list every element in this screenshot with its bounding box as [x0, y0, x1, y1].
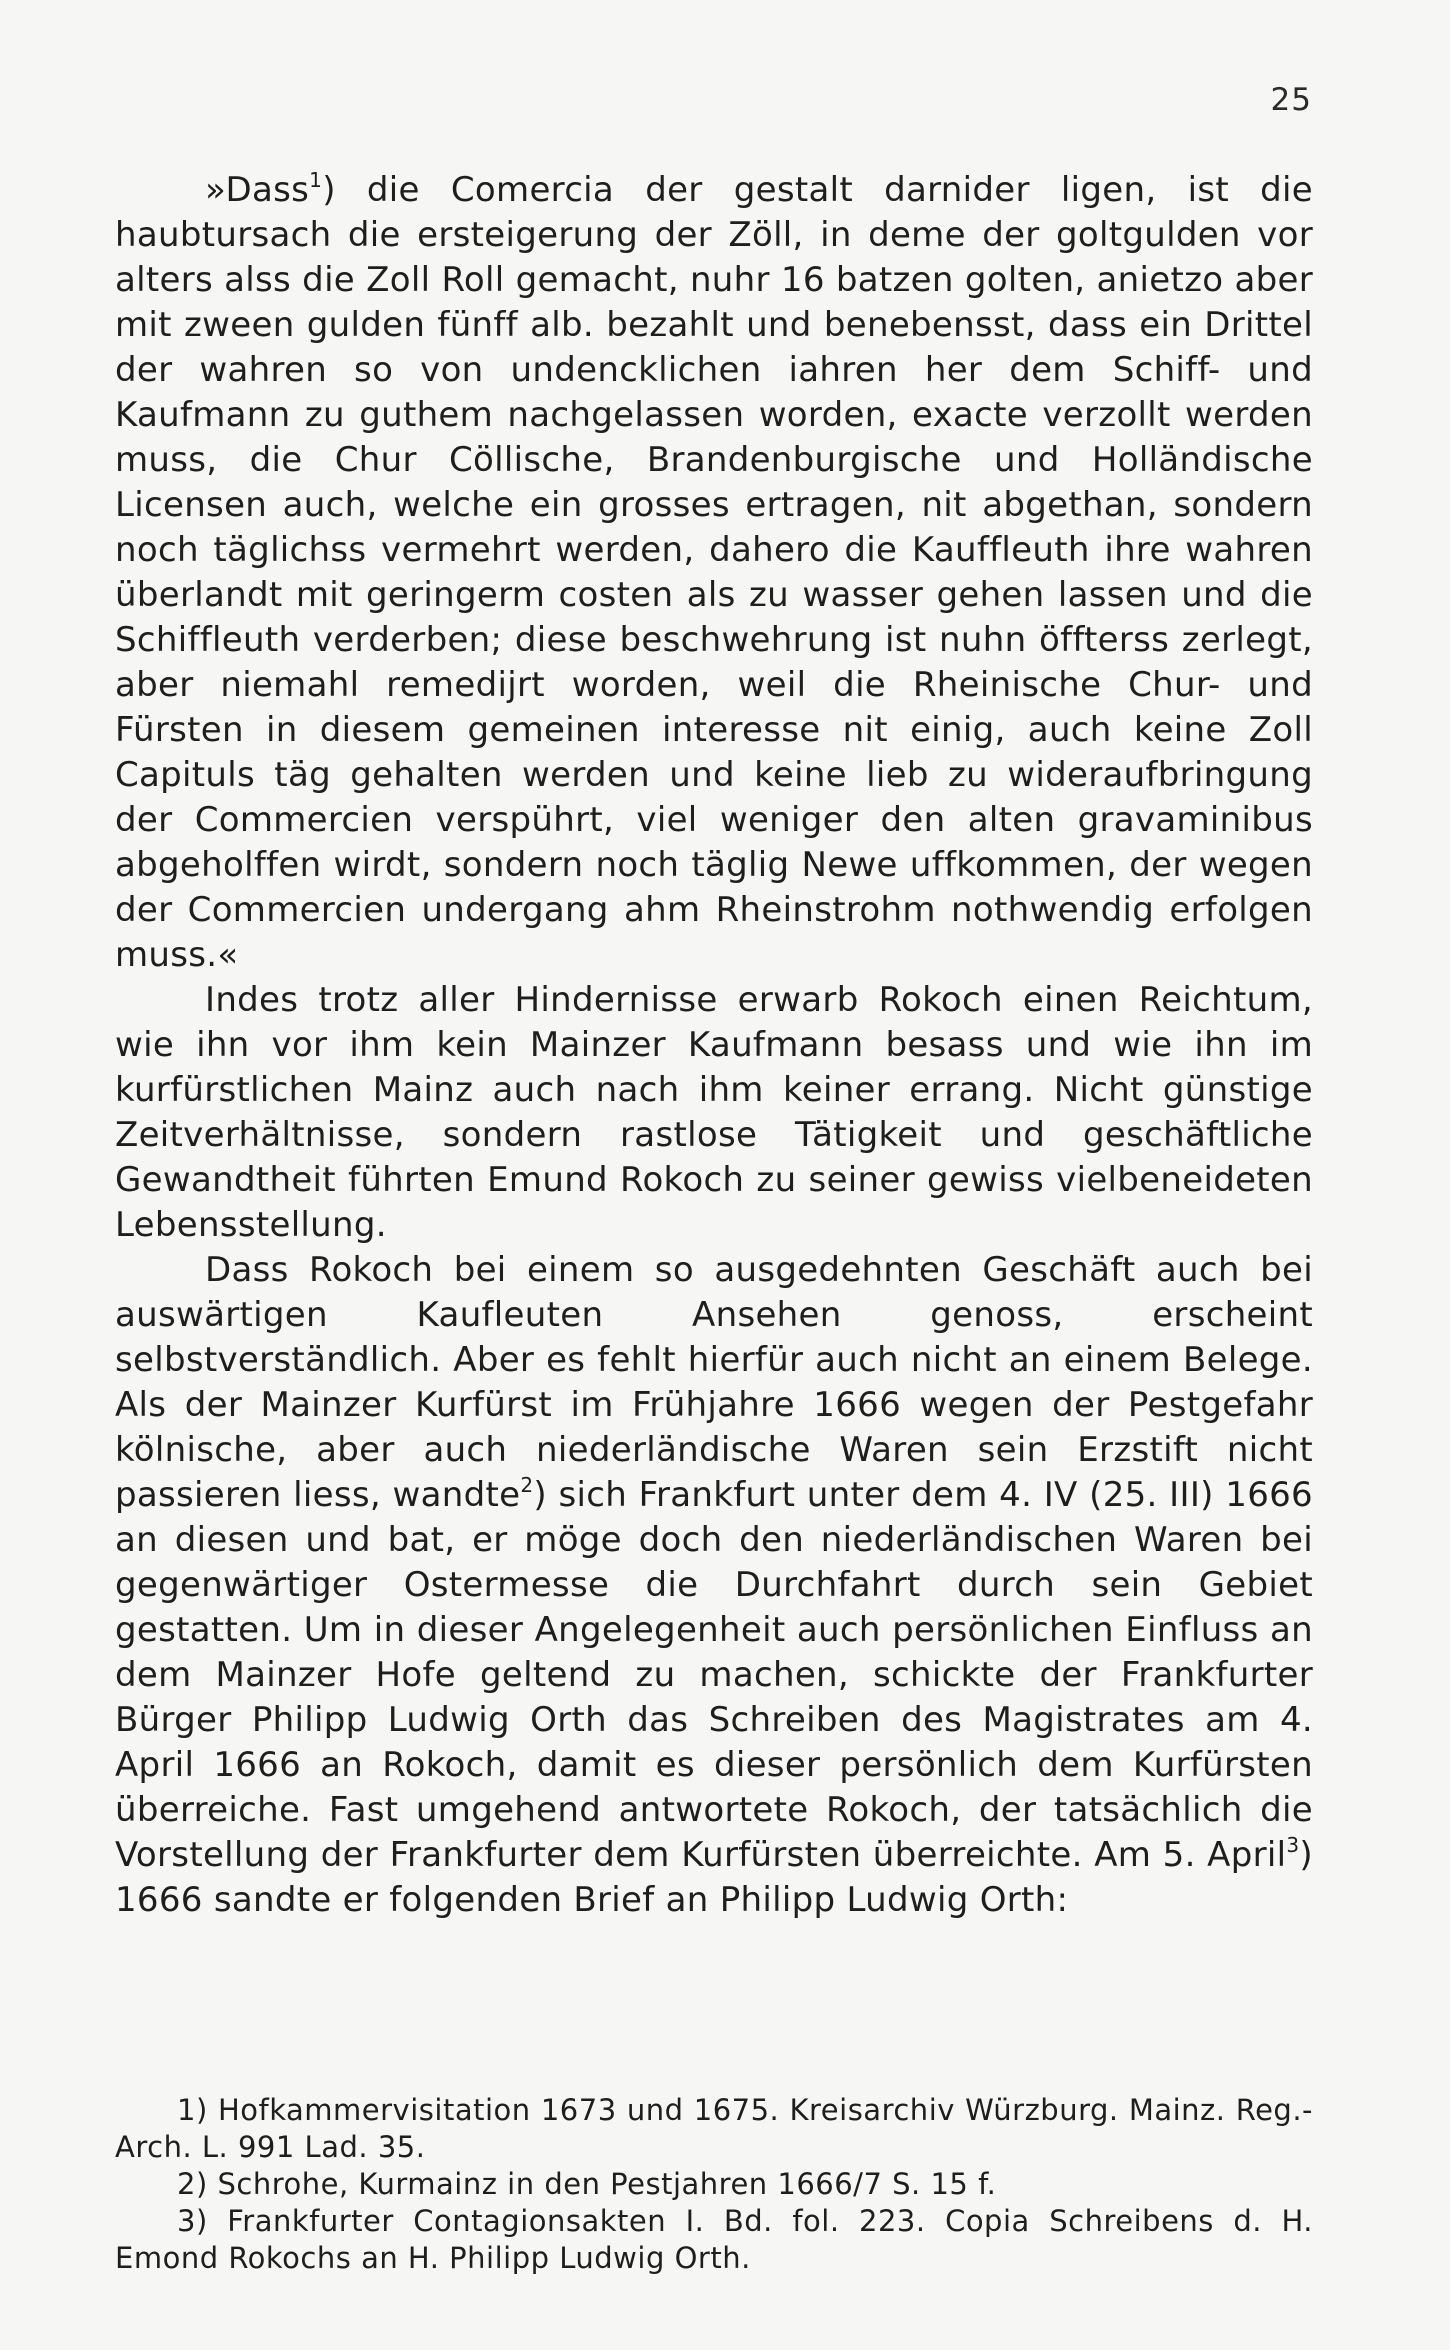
text-segment: Indes trotz aller Hindernisse erwarb Rokoch einen Reichtum, wie ihn vor ihm kein Mainzer Kaufmann besass und wie ihn im kurfürstlichen Mainz auch nach ihm keiner errang. Nicht günstige Zeitverhältnisse, sondern rastlose Tätigkeit und geschäftliche Gewandtheit führten Emund Rokoch zu seiner gewiss vielbeneideten Lebensstellung.	[115, 980, 1313, 1245]
text-segment: ) die Comercia der gestalt darnider ligen, ist die haubtursach die ersteigerung der Zöll, in deme der goltgulden vor alters alss die Zoll Roll gemacht, nuhr 16 batzen golten, anietzo aber mit zween gulden fünff alb. bezahlt und benebensst, dass ein Drittel der wahren so von undencklichen iahren her dem Schiff- und Kaufmann zu guthem nachgelassen worden, exacte verzollt werden muss, die Chur Cöllische, Brandenburgische und Holländische Licensen auch, welche ein grosses ertragen, nit abgethan, sondern noch täglichss vermehrt werden, dahero die Kauffleuth ihre wahren überlandt mit geringerm costen als zu wasser gehen lassen und die Schiffleuth verderben; diese beschwehrung ist nuhn öffterss zerlegt, aber niemahl remedijrt worden, weil die Rheinische Chur- und Fürsten in diesem gemeinen interesse nit einig, auch keine Zoll Capituls täg gehalten werden und keine lieb zu wideraufbringung der Commercien verspührt, viel weniger den alten gravaminibus abgeholffen wirdt, sondern noch täglig Newe uffkommen, der wegen der Commercien undergang ahm Rheinstrohm nothwendig erfolgen muss.«	[115, 170, 1313, 975]
paragraph-wealth	[115, 978, 1313, 1248]
footnotes	[115, 2092, 1313, 2277]
body-text	[115, 168, 1313, 1923]
text-segment: »Dass	[205, 170, 310, 210]
footnote-ref-1: 1	[309, 168, 323, 192]
footnote-text: Frankfurter Contagionsakten I. Bd. fol. 223. Copia Schreibens d. H. Emond Rokochs an H. Philipp Ludwig Orth.	[115, 2204, 1313, 2275]
footnote-number: 2)	[177, 2167, 208, 2201]
paragraph-reputation	[115, 1248, 1313, 1923]
footnote-2	[115, 2166, 1313, 2203]
footnote-text: Schrohe, Kurmainz in den Pestjahren 1666/7 S. 15 f.	[217, 2167, 997, 2201]
footnote-3	[115, 2203, 1313, 2277]
footnote-ref-3: 3	[1286, 1833, 1300, 1857]
footnote-1	[115, 2092, 1313, 2166]
text-segment: ) sich Frankfurt unter dem 4. IV (25. III) 1666 an diesen und bat, er möge doch den niederländischen Waren bei gegenwärtiger Ostermesse die Durchfahrt durch sein Gebiet gestatten. Um in dieser Angelegenheit auch persönlichen Einfluss an dem Mainzer Hofe geltend zu machen, schickte der Frankfurter Bürger Philipp Ludwig Orth das Schreiben des Magistrates am 4. April 1666 an Rokoch, damit es dieser persönlich dem Kurfürsten überreiche. Fast umgehend antwortete Rokoch, der tatsächlich die Vorstellung der Frankfurter dem Kurfürsten überreichte. Am 5. April	[115, 1475, 1313, 1875]
footnote-number: 3)	[177, 2204, 208, 2238]
paragraph-quote	[115, 168, 1313, 978]
page-number: 25	[1270, 82, 1312, 118]
text-segment: Dass Rokoch bei einem so ausgedehnten Geschäft auch bei auswärtigen Kaufleuten Ansehen genoss, erscheint selbstverständlich. Aber es fehlt hierfür auch nicht an einem Belege. Als der Mainzer Kurfürst im Frühjahre 1666 wegen der Pestgefahr kölnische, aber auch niederländische Waren sein Erzstift nicht passieren liess, wandte	[115, 1250, 1313, 1515]
footnote-ref-2: 2	[520, 1473, 534, 1497]
footnote-text: Hofkammervisitation 1673 und 1675. Kreisarchiv Würzburg. Mainz. Reg.-Arch. L. 991 Lad. 35.	[115, 2093, 1313, 2164]
footnote-number: 1)	[177, 2093, 208, 2127]
text-segment: ) 1666 sandte er folgenden Brief an Philipp Ludwig Orth:	[115, 1835, 1313, 1920]
